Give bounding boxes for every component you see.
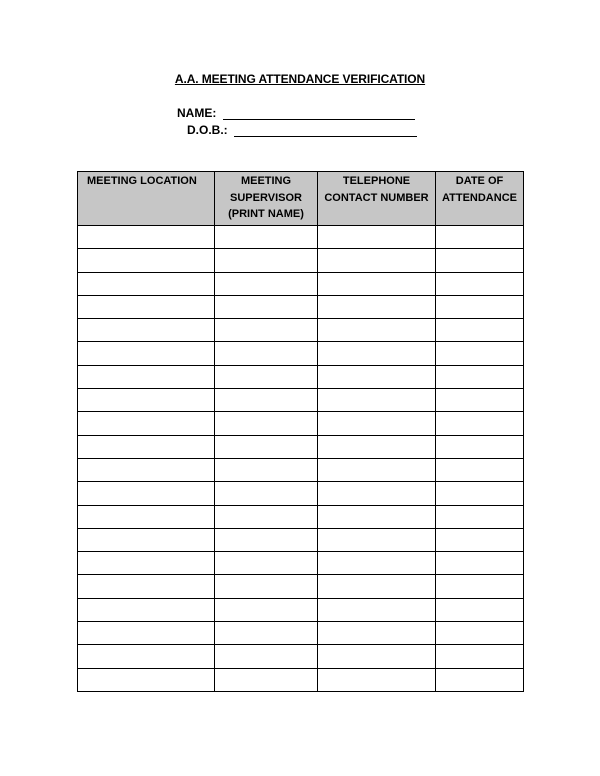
cell-date-of-attendance[interactable] [436,645,524,668]
cell-meeting-supervisor[interactable] [215,482,318,505]
cell-meeting-supervisor[interactable] [215,552,318,575]
cell-telephone[interactable] [318,575,436,598]
cell-date-of-attendance[interactable] [436,342,524,365]
table-row [78,295,524,318]
dob-blank-line[interactable] [234,126,417,137]
table-row [78,622,524,645]
cell-date-of-attendance[interactable] [436,295,524,318]
cell-date-of-attendance[interactable] [436,668,524,691]
cell-telephone[interactable] [318,668,436,691]
cell-meeting-location[interactable] [78,645,215,668]
cell-telephone[interactable] [318,342,436,365]
cell-meeting-supervisor[interactable] [215,272,318,295]
cell-meeting-location[interactable] [78,319,215,342]
cell-meeting-location[interactable] [78,435,215,458]
table-row [78,319,524,342]
cell-date-of-attendance[interactable] [436,458,524,481]
cell-telephone[interactable] [318,226,436,249]
cell-telephone[interactable] [318,249,436,272]
cell-date-of-attendance[interactable] [436,482,524,505]
cell-meeting-supervisor[interactable] [215,622,318,645]
cell-meeting-location[interactable] [78,482,215,505]
cell-meeting-supervisor[interactable] [215,342,318,365]
cell-date-of-attendance[interactable] [436,505,524,528]
cell-meeting-supervisor[interactable] [215,598,318,621]
cell-date-of-attendance[interactable] [436,272,524,295]
cell-date-of-attendance[interactable] [436,435,524,458]
cell-date-of-attendance[interactable] [436,226,524,249]
header-date-of-attendance [436,172,524,226]
header-line: MEETING LOCATION [87,175,197,187]
table-row [78,412,524,435]
name-blank-line[interactable] [223,109,415,120]
table-row [78,365,524,388]
cell-meeting-location[interactable] [78,249,215,272]
cell-date-of-attendance[interactable] [436,552,524,575]
table-row [78,598,524,621]
table-row [78,505,524,528]
cell-telephone[interactable] [318,389,436,412]
cell-meeting-supervisor[interactable] [215,528,318,551]
cell-meeting-location[interactable] [78,528,215,551]
cell-telephone[interactable] [318,295,436,318]
cell-telephone[interactable] [318,505,436,528]
table-row [78,249,524,272]
table-row [78,668,524,691]
cell-meeting-location[interactable] [78,598,215,621]
cell-date-of-attendance[interactable] [436,575,524,598]
cell-meeting-supervisor[interactable] [215,389,318,412]
cell-meeting-supervisor[interactable] [215,505,318,528]
table-row [78,575,524,598]
table-row [78,528,524,551]
cell-meeting-location[interactable] [78,295,215,318]
header-meeting-location [78,172,215,226]
table-body [78,226,524,692]
cell-meeting-supervisor[interactable] [215,249,318,272]
cell-telephone[interactable] [318,645,436,668]
cell-date-of-attendance[interactable] [436,412,524,435]
cell-meeting-location[interactable] [78,412,215,435]
table-row [78,226,524,249]
cell-meeting-supervisor[interactable] [215,412,318,435]
attendance-table [77,171,524,692]
dob-label: D.O.B.: [187,123,228,137]
cell-date-of-attendance[interactable] [436,622,524,645]
cell-meeting-supervisor[interactable] [215,458,318,481]
table-row [78,342,524,365]
cell-meeting-supervisor[interactable] [215,645,318,668]
cell-date-of-attendance[interactable] [436,598,524,621]
cell-meeting-supervisor[interactable] [215,435,318,458]
name-label: NAME: [177,106,217,120]
cell-telephone[interactable] [318,482,436,505]
cell-meeting-location[interactable] [78,342,215,365]
cell-meeting-location[interactable] [78,226,215,249]
header-line: ATTENDANCE [442,191,517,204]
cell-date-of-attendance[interactable] [436,528,524,551]
header-line: TELEPHONE [342,175,411,187]
table-row [78,272,524,295]
cell-telephone[interactable] [318,598,436,621]
cell-telephone[interactable] [318,552,436,575]
cell-meeting-supervisor[interactable] [215,668,318,691]
table-row [78,458,524,481]
cell-meeting-location[interactable] [78,622,215,645]
table-row [78,552,524,575]
cell-meeting-location[interactable] [78,272,215,295]
cell-telephone[interactable] [318,319,436,342]
cell-date-of-attendance[interactable] [436,365,524,388]
header-meeting-supervisor [215,172,318,226]
cell-meeting-supervisor[interactable] [215,575,318,598]
cell-meeting-location[interactable] [78,458,215,481]
dob-field [187,123,417,137]
name-field [177,106,415,120]
cell-meeting-supervisor[interactable] [215,319,318,342]
cell-date-of-attendance[interactable] [436,319,524,342]
table-row [78,482,524,505]
cell-telephone[interactable] [318,435,436,458]
cell-meeting-location[interactable] [78,668,215,691]
cell-meeting-supervisor[interactable] [215,365,318,388]
cell-telephone[interactable] [318,458,436,481]
cell-date-of-attendance[interactable] [436,389,524,412]
page-title: A.A. MEETING ATTENDANCE VERIFICATION [174,72,426,86]
cell-meeting-location[interactable] [78,575,215,598]
cell-date-of-attendance[interactable] [436,249,524,272]
header-line: CONTACT NUMBER [324,191,429,204]
header-line: DATE OF [455,175,504,187]
cell-meeting-supervisor[interactable] [215,226,318,249]
table-row [78,389,524,412]
header-line: (PRINT NAME) [228,208,304,220]
cell-telephone[interactable] [318,412,436,435]
header-telephone-contact [318,172,436,226]
cell-meeting-location[interactable] [78,552,215,575]
cell-meeting-location[interactable] [78,505,215,528]
cell-telephone[interactable] [318,622,436,645]
table-row [78,435,524,458]
cell-telephone[interactable] [318,272,436,295]
cell-telephone[interactable] [318,365,436,388]
header-line: SUPERVISOR [230,191,302,204]
cell-meeting-location[interactable] [78,389,215,412]
table-row [78,645,524,668]
cell-meeting-supervisor[interactable] [215,295,318,318]
table-header-row [78,172,524,226]
header-line: MEETING [240,175,292,187]
cell-meeting-location[interactable] [78,365,215,388]
cell-telephone[interactable] [318,528,436,551]
